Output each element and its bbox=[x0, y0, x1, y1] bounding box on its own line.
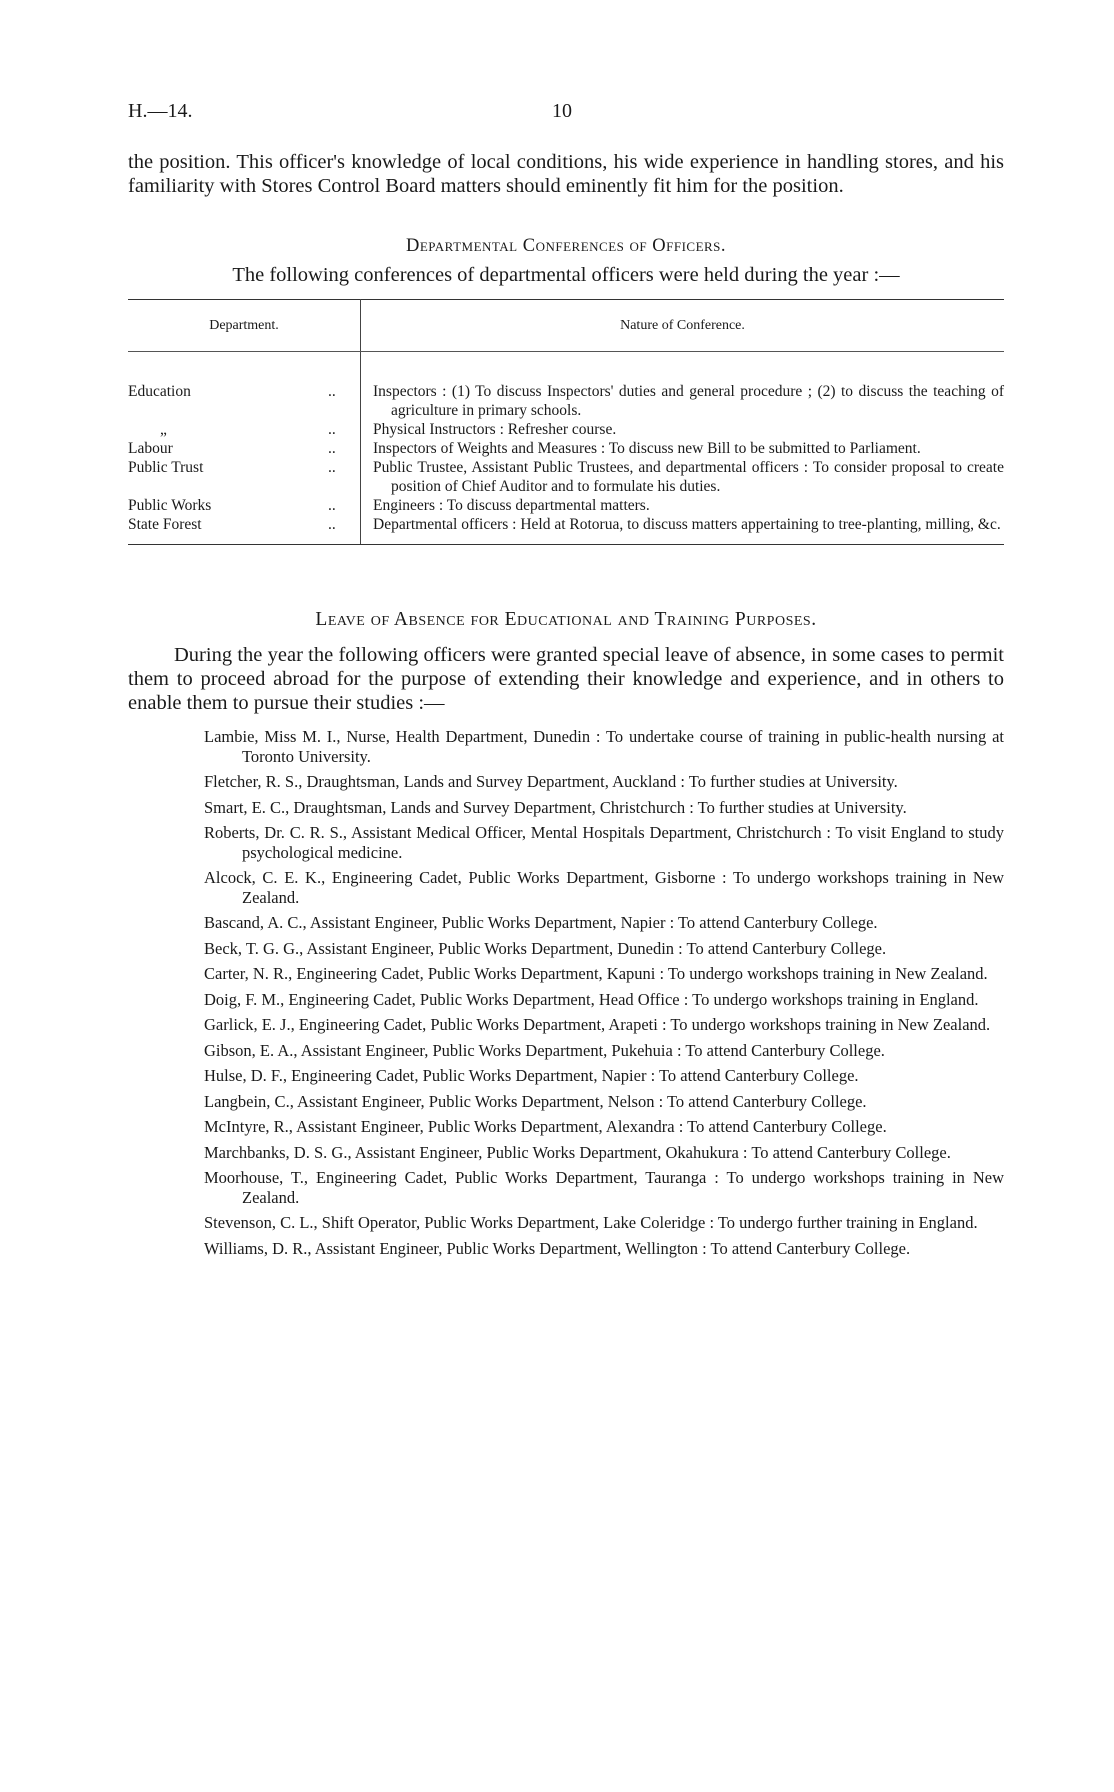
list-item: McIntyre, R., Assistant Engineer, Public Works Department, Alexandra : To attend Canterbury College. bbox=[204, 1117, 887, 1136]
list-item: Garlick, E. J., Engineering Cadet, Public Works Department, Arapeti : To undergo workshops training in New Zealand. bbox=[204, 1015, 991, 1034]
nature-cell: Engineers : To discuss departmental matters. bbox=[373, 497, 650, 514]
column-header-department: Department. bbox=[128, 300, 361, 352]
list-item: Beck, T. G. G., Assistant Engineer, Public Works Department, Dunedin : To attend Canterbury College. bbox=[204, 938, 887, 958]
list-item: Gibson, E. A., Assistant Engineer, Public Works Department, Pukehuia : To attend Canterbury College. bbox=[204, 1040, 885, 1060]
leave-paragraph: During the year the following officers were granted special leave of absence, in some cases to permit them to proceed abroad for the purpose of extending their knowledge and experience, and in others to enable them to pursue their studies :— bbox=[128, 644, 1004, 714]
list-item: Lambie, Miss M. I., Nurse, Health Department, Dunedin : To undertake course of training in public-health nursing at Toronto University. bbox=[204, 727, 1004, 766]
department-cell: State Forest bbox=[128, 515, 328, 545]
department-cell: Public Trust bbox=[128, 459, 204, 476]
list-item: Carter, N. R., Engineering Cadet, Public Works Department, Kapuni : To undergo workshops training in New Zealand. bbox=[204, 964, 988, 983]
table-row bbox=[128, 515, 1004, 545]
intro-paragraph: the position. This officer's knowledge of local conditions, his wide experience in handling stores, and his familiarity with Stores Control Board matters should eminently fit him for the position. bbox=[128, 151, 1004, 197]
list-item: Williams, D. R., Assistant Engineer, Public Works Department, Wellington : To attend Canterbury College. bbox=[204, 1238, 911, 1258]
list-item: Stevenson, C. L., Shift Operator, Public Works Department, Lake Coleridge : To undergo further training in England. bbox=[204, 1213, 978, 1232]
table-row bbox=[128, 496, 1004, 515]
leader-dots: .. bbox=[328, 352, 361, 421]
section-heading-leave: Leave of Absence for Educational and Training Purposes. bbox=[315, 609, 817, 630]
column-header-nature: Nature of Conference. bbox=[361, 300, 1005, 352]
list-item: Doig, F. M., Engineering Cadet, Public Works Department, Head Office : To undergo workshops training in England. bbox=[204, 989, 979, 1009]
list-item: Moorhouse, T., Engineering Cadet, Public Works Department, Tauranga : To undergo workshops training in New Zealand. bbox=[204, 1168, 1004, 1207]
leave-list bbox=[204, 727, 1004, 1258]
document-page bbox=[128, 100, 1004, 1264]
table-row bbox=[128, 439, 1004, 458]
leader-dots: .. bbox=[328, 458, 361, 496]
list-item: Roberts, Dr. C. R. S., Assistant Medical Officer, Mental Hospitals Department, Christchurch : To visit England to study psychological medicine. bbox=[204, 823, 1004, 862]
section-heading-conferences: Departmental Conferences of Officers. bbox=[405, 236, 727, 256]
list-item: Marchbanks, D. S. G., Assistant Engineer, Public Works Department, Okahukura : To attend Canterbury College. bbox=[204, 1142, 951, 1162]
leader-dots: .. bbox=[328, 420, 361, 439]
nature-cell: Public Trustee, Assistant Public Trustees, and departmental officers : To consider proposal to create position of Chief Auditor and to formulate his duties. bbox=[373, 459, 1004, 495]
list-item: Smart, E. C., Draughtsman, Lands and Survey Department, Christchurch : To further studies at University. bbox=[204, 797, 907, 817]
conferences-lead: The following conferences of departmental officers were held during the year :— bbox=[232, 264, 900, 286]
ditto-mark: „ bbox=[160, 421, 167, 438]
list-item: Hulse, D. F., Engineering Cadet, Public Works Department, Napier : To attend Canterbury College. bbox=[204, 1066, 859, 1085]
list-item: Bascand, A. C., Assistant Engineer, Public Works Department, Napier : To attend Canterbury College. bbox=[204, 913, 878, 932]
department-cell: Public Works bbox=[128, 497, 212, 514]
table-row bbox=[128, 352, 1004, 421]
leader-dots: .. bbox=[328, 515, 361, 545]
department-cell: Labour bbox=[128, 440, 173, 457]
document-code: H.—14. bbox=[128, 100, 193, 122]
conferences-table bbox=[128, 299, 1004, 545]
nature-cell: Physical Instructors : Refresher course. bbox=[373, 421, 617, 438]
list-item: Alcock, C. E. K., Engineering Cadet, Public Works Department, Gisborne : To undergo workshops training in New Zealand. bbox=[204, 868, 1004, 907]
leader-dots: .. bbox=[328, 496, 361, 515]
leader-dots: .. bbox=[328, 439, 361, 458]
nature-cell: Departmental officers : Held at Rotorua, to discuss matters appertaining to tree-planting, milling, &c. bbox=[373, 516, 1001, 533]
department-cell: Education bbox=[128, 383, 191, 400]
table-header-row bbox=[128, 300, 1004, 352]
nature-cell: Inspectors : (1) To discuss Inspectors' duties and general procedure ; (2) to discuss the teaching of agriculture in primary schools. bbox=[373, 383, 1004, 419]
table-row bbox=[128, 420, 1004, 439]
page-number: 10 bbox=[552, 100, 572, 122]
list-item: Fletcher, R. S., Draughtsman, Lands and Survey Department, Auckland : To further studies at University. bbox=[204, 772, 898, 791]
list-item: Langbein, C., Assistant Engineer, Public Works Department, Nelson : To attend Canterbury College. bbox=[204, 1091, 867, 1111]
nature-cell: Inspectors of Weights and Measures : To discuss new Bill to be submitted to Parliament. bbox=[373, 440, 921, 457]
table-row bbox=[128, 458, 1004, 496]
page-header bbox=[128, 100, 1004, 130]
